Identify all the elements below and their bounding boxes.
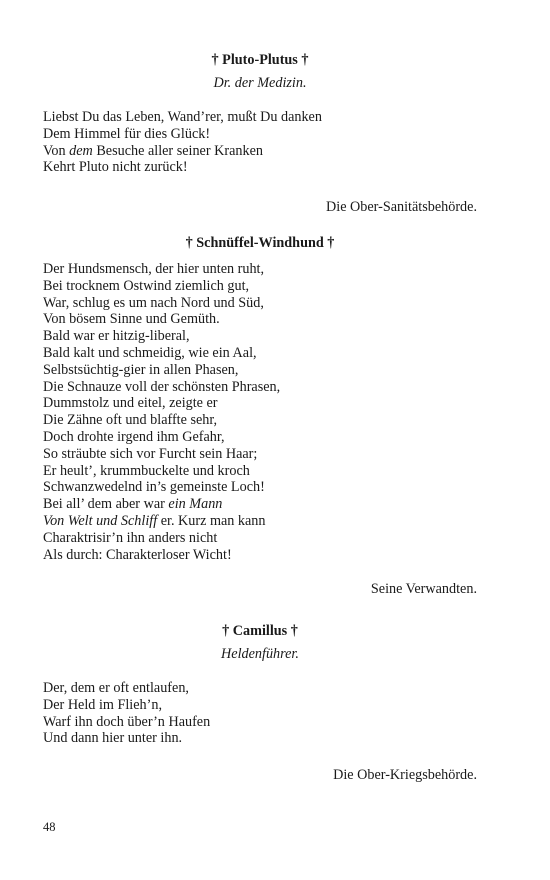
verse-line: Kehrt Pluto nicht zurück! [43,159,188,176]
verse-text: er. Kurz man kann [157,512,266,529]
verse-text: Von [43,142,70,159]
verse-line: Doch drohte irgend ihm Gefahr, [43,428,225,445]
verse-line: Dem Himmel für dies Glück! [43,125,211,142]
verse [43,109,477,176]
epitaph-schnueffel-windhund [43,234,477,598]
verse-line: So sträubte sich vor Furcht sein Haar; [43,445,258,462]
verse-line: Charaktrisir’n ihn anders nicht [43,529,218,546]
verse-line: Bald kalt und schmeidig, wie ein Aal, [43,344,257,361]
entry-title: † Schnüffel-Windhund † [185,235,335,251]
verse-line [43,513,477,530]
verse-line: Die Zähne oft und blaffte sehr, [43,412,218,429]
verse-text: Besuche aller seiner Kranken [92,142,263,159]
entry-title: † Camillus † [222,623,298,639]
verse-line: Die Schnauze voll der schönsten Phrasen, [43,378,281,395]
verse-line: Bald war er hitzig-liberal, [43,328,190,345]
signature: Die Ober-Kriegsbehörde. [333,767,477,784]
verse-emphasis: dem [69,142,93,159]
verse-line: Schwanzwedelnd in’s gemeinste Loch! [43,479,265,496]
verse-line [43,143,477,160]
verse [43,261,477,563]
entry-subtitle: Dr. der Medizin. [213,75,307,91]
verse-line: Liebst Du das Leben, Wand’rer, mußt Du danken [43,109,322,125]
verse-line: Warf ihn doch über’n Haufen [43,713,211,730]
epitaph-camillus [43,622,477,784]
verse-emphasis: Von Welt und Schliff [43,512,158,529]
verse-line: Der Hundsmensch, der hier unten ruht, [43,261,265,277]
verse [43,680,477,747]
signature: Die Ober-Sanitätsbehörde. [326,199,477,216]
epitaph-pluto-plutus [43,51,477,216]
verse-line: Der Held im Flieh’n, [43,696,162,713]
verse-line: Und dann hier unter ihn. [43,730,183,747]
verse-line: War, schlug es um nach Nord und Süd, [43,294,264,311]
page-number: 48 [43,820,56,834]
entry-subtitle: Heldenführer. [221,646,299,662]
verse-line [43,496,477,513]
verse-text: Bei all’ dem aber war [43,496,169,513]
entry-title: † Pluto-Plutus † [211,52,309,68]
verse-emphasis: ein Mann [168,496,223,513]
verse-line: Dummstolz und eitel, zeigte er [43,395,218,412]
verse-line: Der, dem er oft entlaufen, [43,680,189,696]
verse-line: Er heult’, krummbuckelte und kroch [43,462,250,479]
verse-line: Selbstsüchtig-gier in allen Phasen, [43,361,239,378]
verse-line: Als durch: Charakterloser Wicht! [43,546,232,563]
signature: Seine Verwandten. [370,581,477,598]
verse-line: Von bösem Sinne und Gemüth. [43,311,220,328]
verse-line: Bei trocknem Ostwind ziemlich gut, [43,277,250,294]
